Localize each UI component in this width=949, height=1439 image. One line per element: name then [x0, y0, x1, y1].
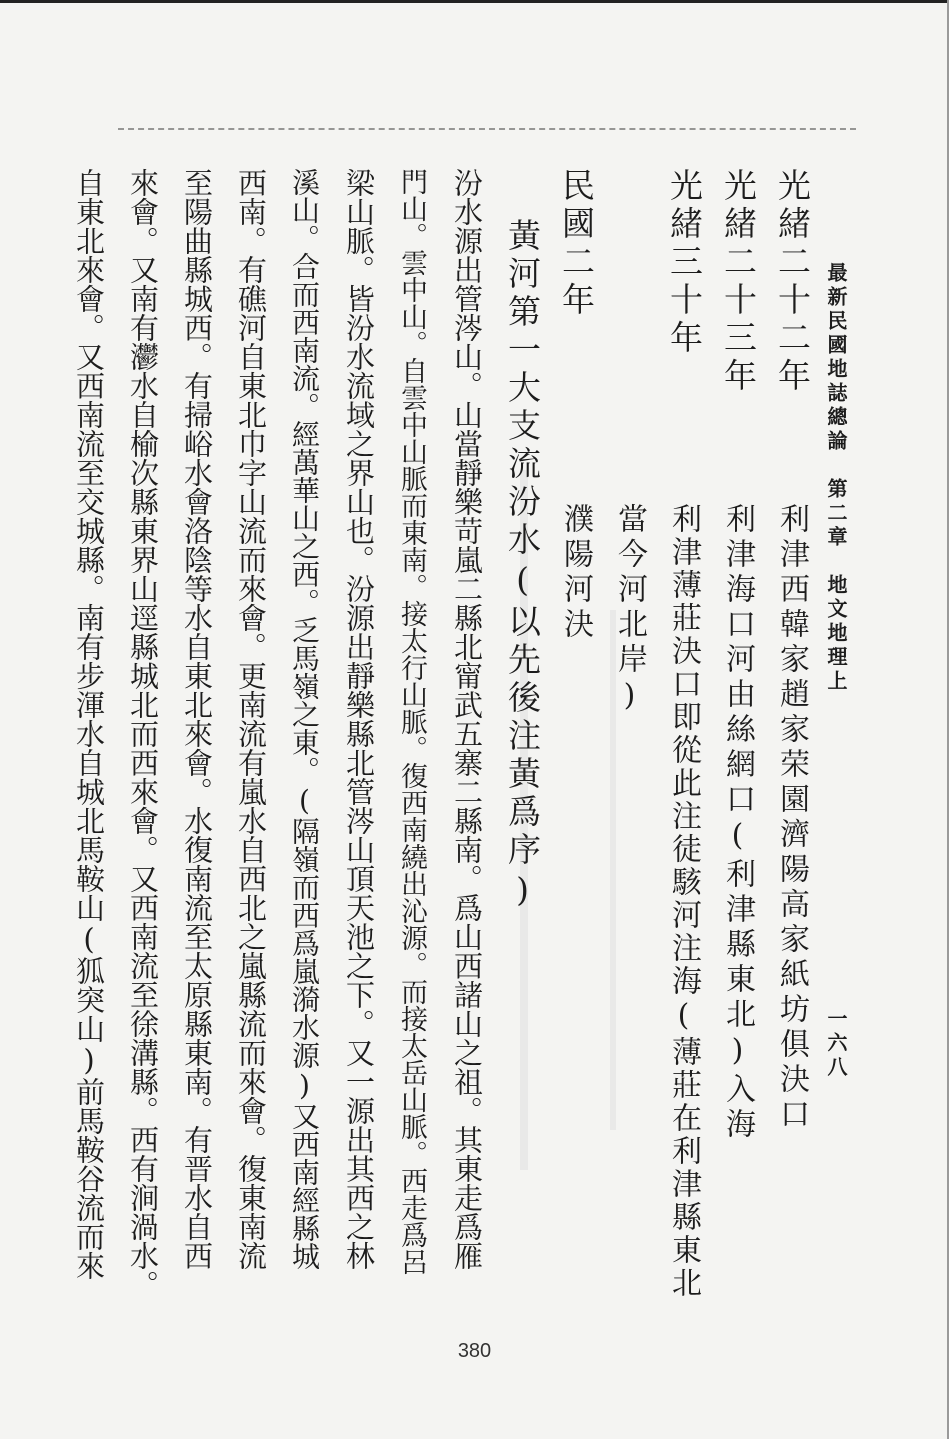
body-column: 梁山脈。皆汾水流域之界山也。汾源出靜樂縣北管涔山頂天池之下。又一源出其西之林: [342, 168, 376, 1270]
year-label: 民國二年: [557, 168, 596, 320]
page-number: 380: [457, 1340, 492, 1362]
folio: 一六八: [824, 1008, 848, 1080]
scan-edge: [0, 0, 949, 3]
body-column: 門山。雲中山。自雲中山脈而東南。接太行山脈。復西南繞出沁源。而接太岳山脈。西走爲呂: [396, 168, 427, 1275]
section-heading: 黃河第一大支流汾水(以先後注黃爲序): [503, 218, 542, 914]
body-column: 汾水源出管涔山。山當靜樂苛嵐二縣北甯武五寨二縣南。爲山西諸山之祖。其東走爲雁: [450, 168, 484, 1270]
entry-text: 利津西韓家趙家荣園濟陽高家紙坊俱決口: [774, 503, 809, 1133]
year-label: 光緒二十三年: [719, 168, 758, 396]
year-label: 光緒三十年: [665, 168, 704, 358]
entry-text: 濮陽河決: [558, 503, 593, 643]
year-label: 光緒二十二年: [773, 168, 812, 396]
body-column: 溪山。合而西南流。經萬華山之西。乏馬嶺之東。(隔嶺而西爲嵐漪水源)又西南經縣城: [288, 168, 321, 1270]
body-column: 自東北來會。又西南流至交城縣。南有步渾水自城北馬鞍山(狐突山)前馬鞍谷流而來: [72, 168, 106, 1280]
running-title: 最新民國地誌總論 第二章 地文地理上: [824, 262, 848, 694]
entry-text: 利津薄莊決口即從此注徒駭河注海(薄莊在利津縣東北: [666, 503, 701, 1300]
entry-text: 利津海口河由絲網口(利津縣東北)入海: [720, 503, 755, 1143]
body-column: 至陽曲縣城西。有掃峪水會洛陰等水自東北來會。水復南流至太原縣東南。有晋水自西: [180, 168, 214, 1270]
header-rule: [118, 128, 856, 136]
entry-text: 當今河北岸): [612, 503, 647, 718]
body-column: 西南。有礁河自東北巾字山流而來會。更南流有嵐水自西北之嵐縣流而來會。復東南流: [234, 168, 268, 1270]
body-column: 來會。又南有灪水自榆次縣東界山逕縣城北而西來會。又西南流至徐溝縣。西有涧渦水。: [126, 168, 160, 1299]
